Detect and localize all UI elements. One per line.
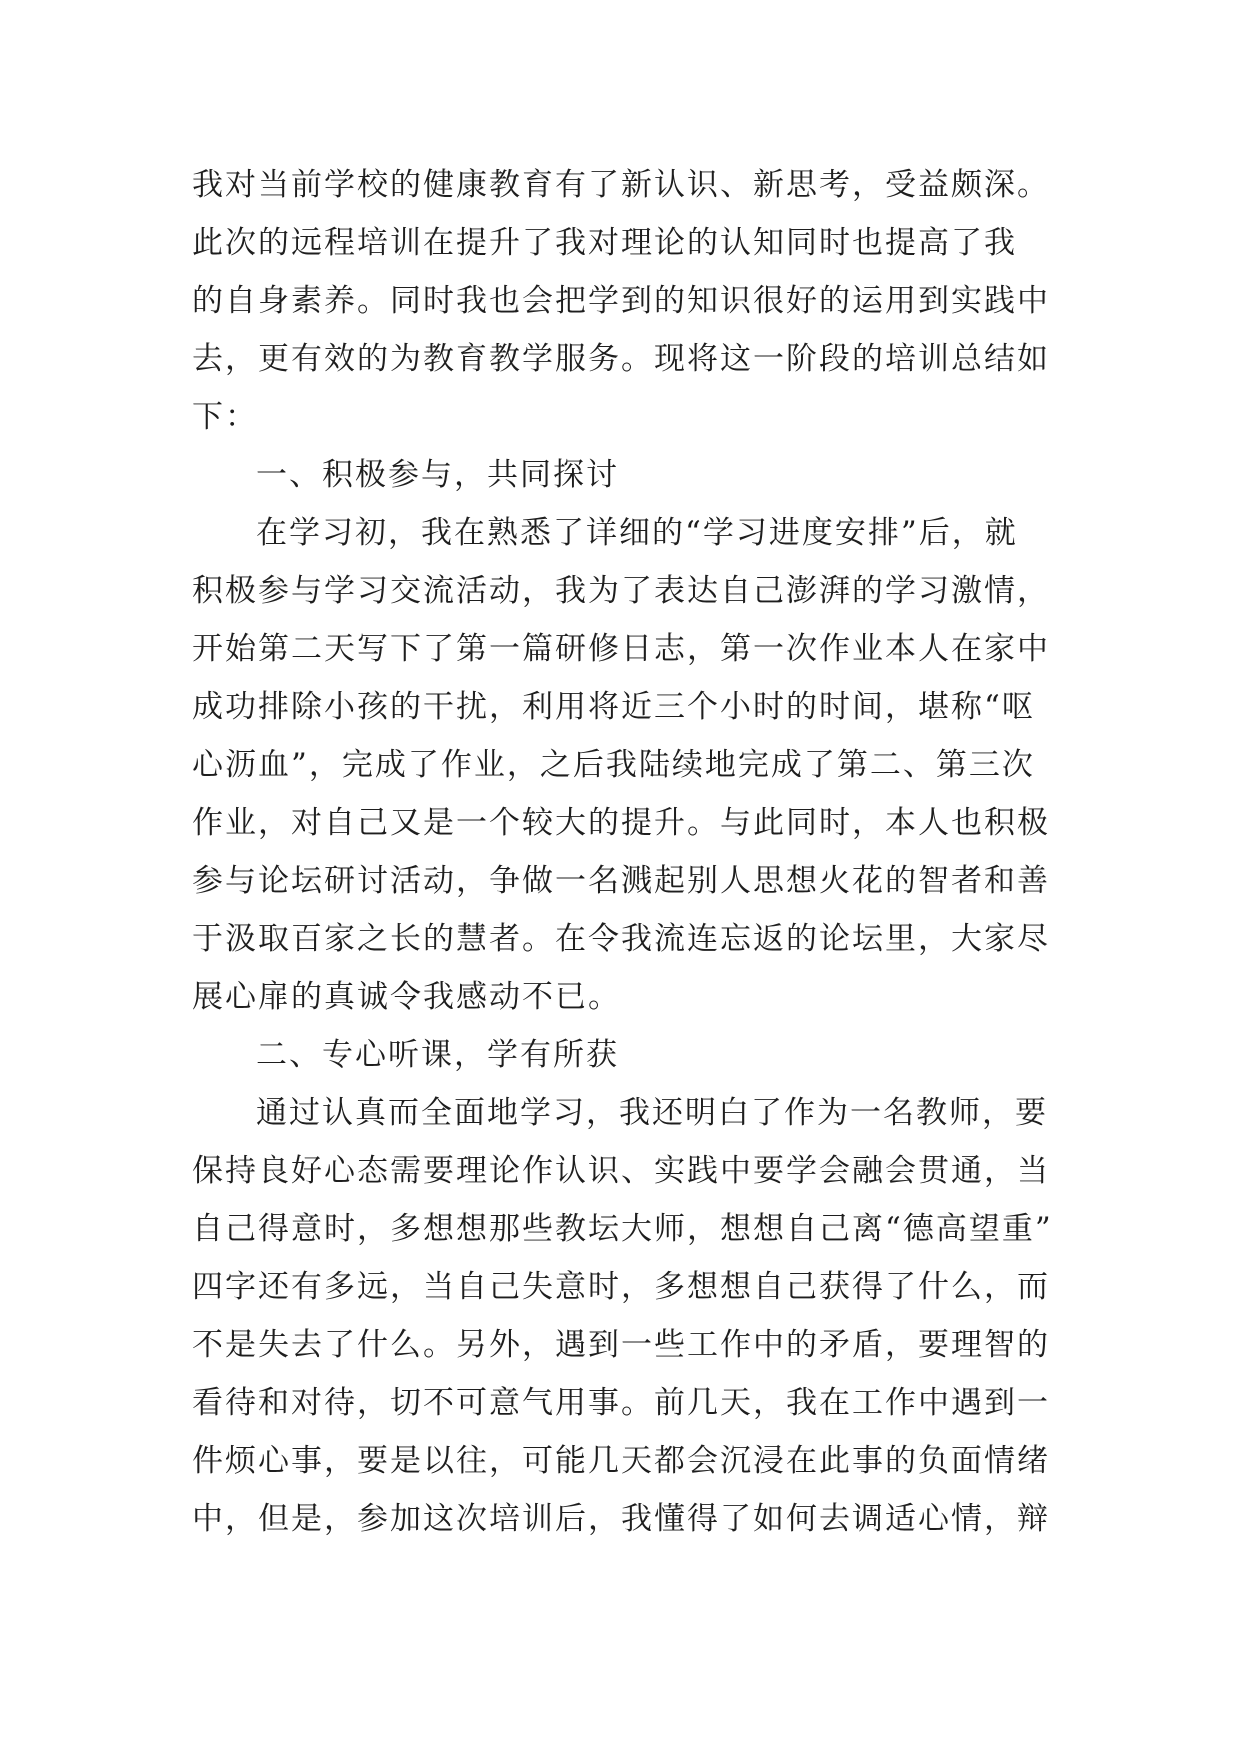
text-line: 开始第二天写下了第一篇研修日志，第一次作业本人在家中 [192,631,1050,667]
section-heading: 二、专心听课，学有所获 [256,1037,619,1073]
text-line: 积极参与学习交流活动，我为了表达自己澎湃的学习激情， [192,573,1050,609]
text-line: 在学习初，我在熟悉了详细的“学习进度安排”后，就 [256,515,1018,551]
text-line: 通过认真而全面地学习，我还明白了作为一名教师，要 [256,1095,1048,1131]
text-line: 四字还有多远，当自己失意时，多想想自己获得了什么，而 [192,1269,1050,1305]
text-line: 看待和对待，切不可意气用事。前几天，我在工作中遇到一 [192,1385,1050,1421]
text-line: 中，但是，参加这次培训后，我懂得了如何去调适心情，辩 [192,1501,1050,1537]
text-line: 不是失去了什么。另外，遇到一些工作中的矛盾，要理智的 [192,1327,1050,1363]
text-line: 成功排除小孩的干扰，利用将近三个小时的时间，堪称“呕 [192,689,1035,725]
text-line: 展心扉的真诚令我感动不已。 [192,979,621,1015]
text-line: 心沥血”，完成了作业，之后我陆续地完成了第二、第三次 [192,747,1035,783]
text-line: 此次的远程培训在提升了我对理论的认知同时也提高了我 [192,225,1017,261]
section-heading: 一、积极参与，共同探讨 [256,457,619,493]
text-line: 件烦心事，要是以往，可能几天都会沉浸在此事的负面情绪 [192,1443,1050,1479]
text-line: 的自身素养。同时我也会把学到的知识很好的运用到实践中 [192,283,1050,319]
text-line: 去，更有效的为教育教学服务。现将这一阶段的培训总结如 [192,341,1050,377]
document-body [192,156,1062,1548]
text-line: 自己得意时，多想想那些教坛大师，想想自己离“德高望重” [192,1211,1053,1247]
text-line: 我对当前学校的健康教育有了新认识、新思考，受益颇深。 [192,167,1050,203]
text-line: 参与论坛研讨活动，争做一名溅起别人思想火花的智者和善 [192,863,1050,899]
text-line: 保持良好心态需要理论作认识、实践中要学会融会贯通，当 [192,1153,1050,1189]
text-line: 作业，对自己又是一个较大的提升。与此同时，本人也积极 [192,805,1050,841]
text-line: 下： [192,399,258,435]
text-line: 于汲取百家之长的慧者。在令我流连忘返的论坛里，大家尽 [192,921,1050,957]
